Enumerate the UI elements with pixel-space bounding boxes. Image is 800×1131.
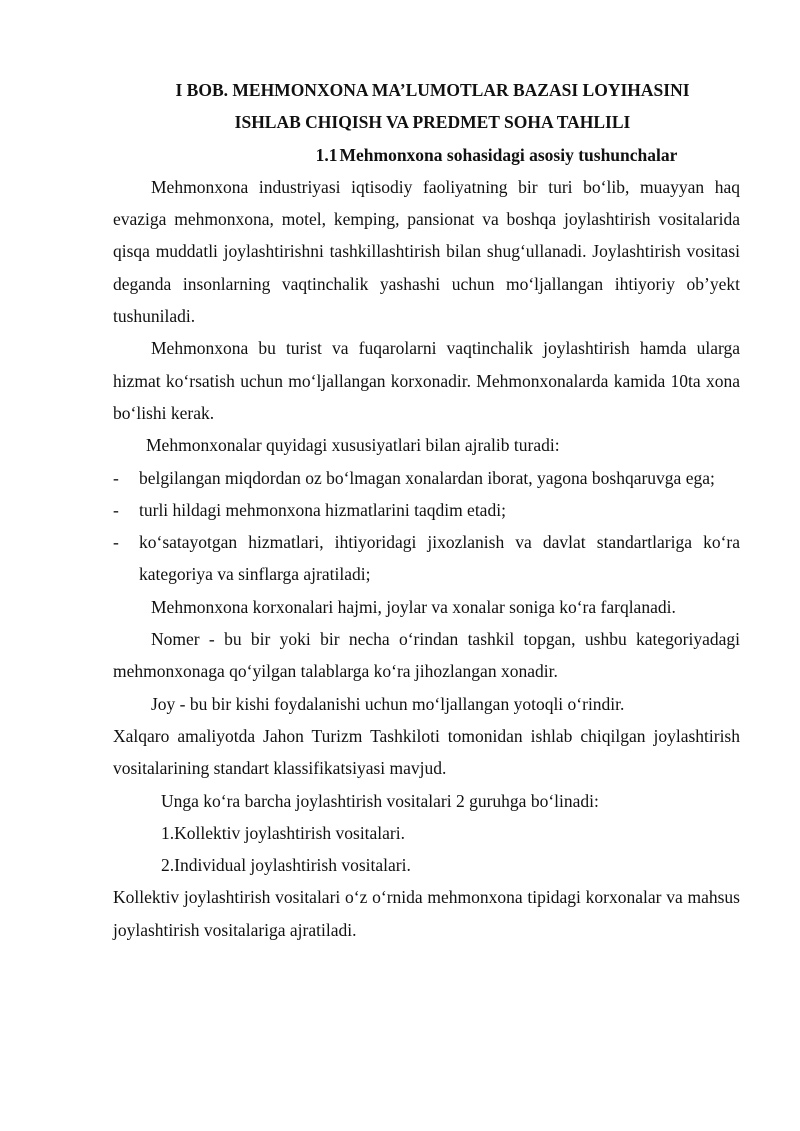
list-bullet: - xyxy=(113,499,119,520)
group-item-collective: 1.Kollektiv joylashtirish vositalari. xyxy=(161,822,406,843)
list-item xyxy=(113,494,740,526)
chapter-title-line-2: ISHLAB CHIQISH VA PREDMET SOHA TAHLILI xyxy=(234,112,631,133)
paragraph-industry-definition: Mehmonxona industriyasi iqtisodiy faoliyatning bir turi bo‘lib, muayyan haq evaziga mehmonxona, motel, kemping, pansionat va boshqa joylashtirish vositalarida qisqa muddatli joylashtirishni tashkillashtirish bilan shug‘ullanadi. Joylashtirish vositasi deganda insonlarning vaqtinchalik yashashi uchun mo‘ljallangan ihtiyoriy ob’yekt tushuniladi. xyxy=(113,176,740,327)
document-page xyxy=(113,74,740,946)
paragraph-nomer-definition: Nomer - bu bir yoki bir necha o‘rindan tashkil topgan, ushbu kategoriyadagi mehmonxonaga qo‘yilgan talablarga ko‘ra jihozlangan xonadir. xyxy=(113,629,740,682)
list-bullet: - xyxy=(113,467,119,488)
section-heading xyxy=(113,139,740,171)
paragraph-features-intro: Mehmonxonalar quyidagi xususiyatlari bilan ajralib turadi: xyxy=(146,435,560,456)
list-item-text: ko‘satayotgan hizmatlari, ihtiyoridagi jixozlanish va davlat standartlariga ko‘ra kategoriya va sinflarga ajratiladi; xyxy=(139,532,740,585)
chapter-title-line-1: I BOB. MEHMONXONA MA’LUMOTLAR BAZASI LOYIHASINI xyxy=(175,80,690,100)
list-item-text: turli hildagi mehmonxona hizmatlarini taqdim etadi; xyxy=(139,499,506,520)
paragraph-size-difference: Mehmonxona korxonalari hajmi, joylar va xonalar soniga ko‘ra farqlanadi. xyxy=(151,596,676,617)
list-item xyxy=(113,526,740,591)
paragraph-joy-definition: Joy - bu bir kishi foydalanishi uchun mo‘ljallangan yotoqli o‘rindir. xyxy=(151,693,625,714)
list-bullet: - xyxy=(113,532,119,553)
paragraph-collective-subdivision: Kollektiv joylashtirish vositalari o‘z o‘rnida mehmonxona tipidagi korxonalar va mahsus joylashtirish vositalariga ajratiladi. xyxy=(113,887,740,940)
paragraph-groups-intro: Unga ko‘ra barcha joylashtirish vositalari 2 guruhga bo‘linadi: xyxy=(161,790,599,811)
list-item-text: belgilangan miqdordan oz bo‘lmagan xonalardan iborat, yagona boshqaruvga ega; xyxy=(139,467,715,488)
paragraph-classification: Xalqaro amaliyotda Jahon Turizm Tashkiloti tomonidan ishlab chiqilgan joylashtirish vositalarining standart klassifikatsiyasi mavjud. xyxy=(113,725,740,779)
group-item-individual: 2.Individual joylashtirish vositalari. xyxy=(161,855,411,876)
list-item xyxy=(113,462,740,494)
section-title: Mehmonxona sohasidagi asosiy tushunchalar xyxy=(339,144,678,165)
section-number: 1.1 xyxy=(315,144,338,165)
features-list xyxy=(113,462,740,591)
paragraph-hotel-definition: Mehmonxona bu turist va fuqarolarni vaqtinchalik joylashtirish hamda ularga hizmat ko‘rsatish uchun mo‘ljallangan korxonadir. Mehmonxonalarda kamida 10ta xona bo‘lishi kerak. xyxy=(113,338,740,423)
